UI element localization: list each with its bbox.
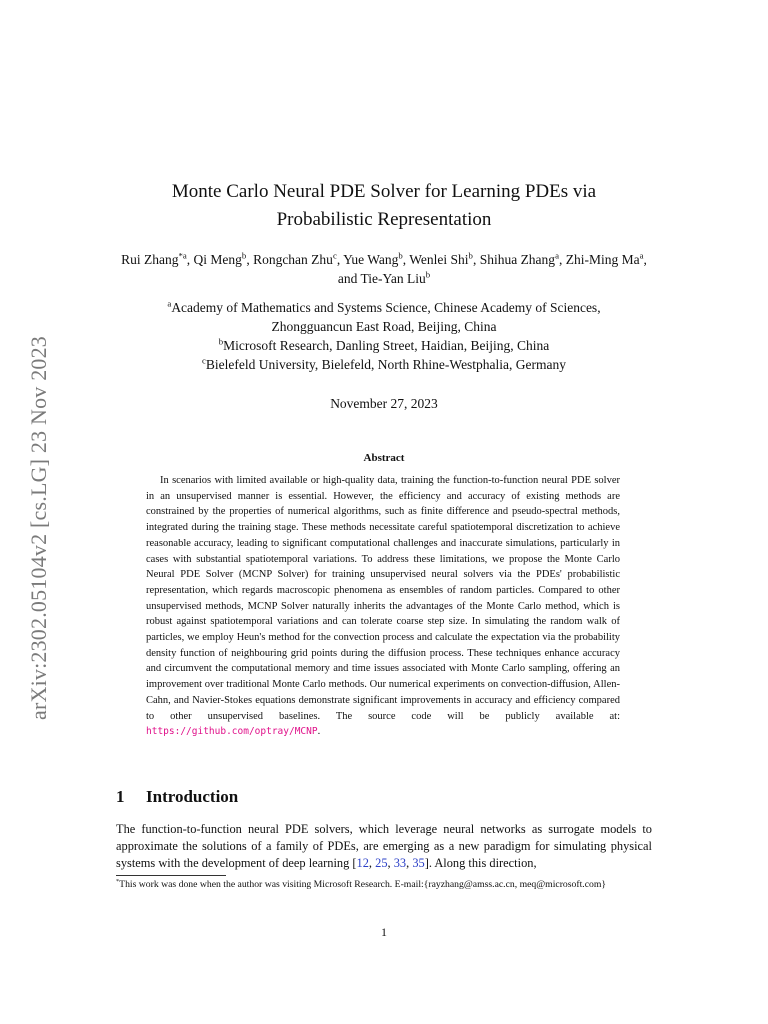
author-name: Wenlei Shi [409, 252, 469, 267]
affiliation-a [100, 298, 668, 317]
author-separator: , and [337, 252, 647, 286]
affiliation-mark: b [218, 336, 224, 347]
author-separator: , [186, 252, 194, 267]
author-affiliation-mark: b [425, 269, 431, 280]
affiliation-a-cont [100, 317, 668, 336]
citation-link[interactable]: 33 [393, 856, 407, 870]
author-separator: , [246, 252, 254, 267]
citation-link[interactable]: 12 [356, 856, 369, 870]
author-affiliation-mark: b [241, 250, 247, 261]
arxiv-stamp [13, 312, 65, 744]
author-affiliation-mark: b [398, 250, 403, 261]
section-number: 1 [116, 787, 125, 806]
section-title: Introduction [146, 787, 239, 806]
affiliation-mark: c [201, 355, 206, 366]
author-name: Zhi-Ming Ma [565, 252, 640, 267]
title-line-1: Monte Carlo Neural PDE Solver for Learning PDEs via [171, 181, 597, 202]
footnote [116, 878, 652, 892]
author-affiliation-mark: a [639, 250, 644, 261]
abstract-text: In scenarios with limited available or high-quality data, training the function-to-function neural PDE solver in an unsupervised manner is essential. However, the efficiency and accuracy of existing methods are constrained by the properties of numerical algorithms, such as finite difference and pseudo-spectral methods, integrated during the training stage. These methods necessitate careful spatiotemporal discretization to achieve reasonable accuracy, leading to significant computational challenges and inaccurate simulations, particularly in cases with substantial spatiotemporal variations. To address these limitations, we propose the Monte Carlo Neural PDE Solver (MCNP Solver) for training unsupervised neural solvers via the PDEs' probabilistic representation, which regards macroscopic phenomena as ensembles of random particles. Compared to other unsupervised methods, MCNP Solver naturally inherits the advantages of the Monte Carlo method, which is robust against spatiotemporal variations and can tolerate coarse step size. In simulating the random walk of particles, we employ Heun's method for the convection process and calculate the expectation via the probability density function of neighbouring grid points during the diffusion process. These techniques enhance accuracy and circumvent the computational memory and time issues associated with Monte Carlo sampling, offering an improvement over traditional Monte Carlo methods. Our numerical experiments on convection-diffusion, Allen-Cahn, and Navier-Stokes equations demonstrate significant improvements in accuracy and efficiency compared to other unsupervised baselines. The source code will be publicly available at: [146, 475, 620, 722]
author-separator: , [336, 252, 344, 267]
author-affiliation-mark: c [332, 250, 337, 261]
author-name: Tie-Yan Liu [360, 271, 426, 286]
title-line-2: Probabilistic Representation [276, 209, 492, 230]
footnote-mark: * [116, 877, 120, 885]
author-affiliation-mark: b [468, 250, 473, 261]
arxiv-identifier: arXiv:2302.05104v2 [cs.LG] 23 Nov 2023 [26, 336, 51, 720]
author-separator: , [472, 252, 480, 267]
citation-link[interactable]: 25 [375, 856, 388, 870]
author-list [110, 250, 658, 288]
intro-tail: ]. Along this direction, [424, 856, 537, 870]
citation-separator: , [406, 856, 413, 870]
paper-date: November 27, 2023 [330, 396, 438, 411]
abstract-heading: Abstract [363, 452, 405, 464]
author-name: Qi Meng [193, 252, 242, 267]
abstract-end: . [317, 726, 321, 738]
introduction-paragraph [116, 821, 652, 872]
affiliation-b [100, 336, 668, 355]
affiliation-c [100, 355, 668, 374]
intro-text: The function-to-function neural PDE solvers, which leverage neural networks as surrogate models to approximate the solutions of a family of PDEs, are emerging as a new paradigm for simulating physical systems with the development of deep learning [ [116, 822, 652, 870]
author-name: Rui Zhang [121, 252, 179, 267]
affiliation-mark: a [167, 298, 172, 309]
citation-separator: , [368, 856, 376, 870]
author-name: Rongchan Zhu [253, 252, 333, 267]
affiliation-text: Academy of Mathematics and Systems Science, Chinese Academy of Sciences, [171, 300, 601, 315]
author-separator: , [402, 252, 410, 267]
affiliation-text: Zhongguancun East Road, Beijing, China [271, 319, 497, 334]
footnote-text: This work was done when the author was visiting Microsoft Research. E-mail:{rayzhang@amss.ac.cn, meq@microsoft.com} [119, 879, 607, 890]
author-affiliation-mark: *a [178, 250, 187, 261]
author-name: Yue Wang [343, 252, 399, 267]
author-separator: , [558, 252, 566, 267]
citation-separator: , [387, 856, 394, 870]
affiliation-text: Bielefeld University, Bielefeld, North Rhine-Westphalia, Germany [205, 357, 567, 372]
affiliation-text: Microsoft Research, Danling Street, Haidian, Beijing, China [223, 338, 550, 353]
author-affiliation-mark: a [555, 250, 559, 261]
citation-link[interactable]: 35 [412, 856, 425, 870]
abstract-body [146, 473, 620, 740]
author-name: Shihua Zhang [479, 252, 556, 267]
section-heading-introduction [116, 787, 656, 807]
code-repository-link[interactable]: https://github.com/optray/MCNP [146, 726, 318, 738]
affiliations [100, 298, 668, 374]
footnote-rule [116, 875, 226, 876]
paper-title [110, 178, 658, 234]
page-number: 1 [381, 925, 387, 939]
